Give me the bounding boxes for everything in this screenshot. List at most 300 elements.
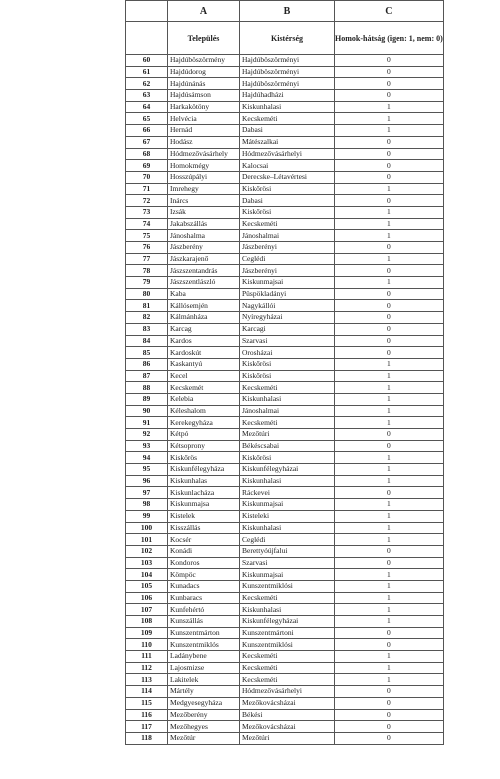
town-cell: Hajdúdorog — [168, 66, 240, 78]
row-number: 83 — [126, 323, 168, 335]
row-number: 114 — [126, 686, 168, 698]
row-number: 67 — [126, 136, 168, 148]
flag-cell: 0 — [335, 300, 444, 312]
region-cell: Kiskunmajsai — [240, 569, 335, 581]
table-row — [126, 300, 444, 312]
flag-cell: 1 — [335, 651, 444, 663]
town-cell: Kiskunhalas — [168, 475, 240, 487]
flag-cell: 1 — [335, 464, 444, 476]
flag-cell: 1 — [335, 534, 444, 546]
flag-cell: 0 — [335, 335, 444, 347]
town-cell: Kiskőrös — [168, 452, 240, 464]
table-row — [126, 288, 444, 300]
region-cell: Berettyóújfalui — [240, 545, 335, 557]
row-number: 80 — [126, 288, 168, 300]
region-cell: Kiskunhalasi — [240, 475, 335, 487]
flag-cell: 0 — [335, 90, 444, 102]
region-cell: Kisteleki — [240, 510, 335, 522]
region-cell: Kecskeméti — [240, 651, 335, 663]
table-row — [126, 393, 444, 405]
table-row — [126, 183, 444, 195]
region-cell: Kecskeméti — [240, 218, 335, 230]
table-row — [126, 499, 444, 511]
table-row — [126, 440, 444, 452]
region-cell: Kecskeméti — [240, 592, 335, 604]
region-cell: Kalocsai — [240, 160, 335, 172]
table-row — [126, 242, 444, 254]
region-cell: Kecskeméti — [240, 113, 335, 125]
region-cell: Kiskunfélegyházai — [240, 464, 335, 476]
region-cell: Kunszentmártoni — [240, 627, 335, 639]
settlement-table — [125, 0, 444, 745]
town-cell: Konádi — [168, 545, 240, 557]
region-cell: Mezőtúri — [240, 429, 335, 441]
region-cell: Kunszentmiklósi — [240, 580, 335, 592]
row-number: 86 — [126, 358, 168, 370]
town-cell: Hosszúpályi — [168, 171, 240, 183]
row-number: 118 — [126, 732, 168, 744]
row-number: 88 — [126, 382, 168, 394]
flag-cell: 1 — [335, 370, 444, 382]
town-cell: Kunfehértó — [168, 604, 240, 616]
flag-cell: 1 — [335, 206, 444, 218]
flag-cell: 0 — [335, 78, 444, 90]
flag-cell: 0 — [335, 195, 444, 207]
row-number: 111 — [126, 651, 168, 663]
town-cell: Hajdúnánás — [168, 78, 240, 90]
row-number: 101 — [126, 534, 168, 546]
region-cell: Békési — [240, 709, 335, 721]
table-row — [126, 732, 444, 744]
region-cell: Kecskeméti — [240, 417, 335, 429]
row-number: 87 — [126, 370, 168, 382]
header-row — [126, 22, 444, 55]
flag-cell: 0 — [335, 686, 444, 698]
town-cell: Jászszentlászló — [168, 277, 240, 289]
town-cell: Kunszállás — [168, 616, 240, 628]
flag-header: Homok-hátság (igen: 1, nem: 0) — [335, 22, 444, 55]
region-cell: Hajdúhadházi — [240, 90, 335, 102]
region-cell: Nagykállói — [240, 300, 335, 312]
town-cell: Kéleshalom — [168, 405, 240, 417]
flag-cell: 0 — [335, 545, 444, 557]
flag-cell: 0 — [335, 312, 444, 324]
row-number: 66 — [126, 125, 168, 137]
flag-cell: 1 — [335, 510, 444, 522]
row-number: 71 — [126, 183, 168, 195]
region-cell: Ceglédi — [240, 253, 335, 265]
region-cell: Mátészalkai — [240, 136, 335, 148]
row-number: 61 — [126, 66, 168, 78]
flag-cell: 0 — [335, 171, 444, 183]
table-row — [126, 557, 444, 569]
flag-cell: 1 — [335, 230, 444, 242]
town-cell: Hernád — [168, 125, 240, 137]
region-cell: Dabasi — [240, 125, 335, 137]
table-row — [126, 66, 444, 78]
index-header — [126, 22, 168, 55]
row-number: 78 — [126, 265, 168, 277]
town-cell: Jakabszállás — [168, 218, 240, 230]
flag-cell: 1 — [335, 452, 444, 464]
row-number: 116 — [126, 709, 168, 721]
table-row — [126, 627, 444, 639]
row-number: 108 — [126, 616, 168, 628]
town-cell: Kardoskút — [168, 347, 240, 359]
flag-cell: 1 — [335, 475, 444, 487]
region-cell: Kiskunhalasi — [240, 101, 335, 113]
town-cell: Mártély — [168, 686, 240, 698]
region-cell: Hódmezővásárhelyi — [240, 148, 335, 160]
table-row — [126, 218, 444, 230]
region-cell: Kiskőrösi — [240, 358, 335, 370]
region-cell: Jászberényi — [240, 265, 335, 277]
town-cell: Kömpöc — [168, 569, 240, 581]
table-row — [126, 136, 444, 148]
flag-cell: 0 — [335, 487, 444, 499]
table-row — [126, 522, 444, 534]
table-row — [126, 277, 444, 289]
region-cell: Mezőkovácsházai — [240, 697, 335, 709]
town-cell: Jászkarajenő — [168, 253, 240, 265]
row-number: 77 — [126, 253, 168, 265]
region-cell: Békéscsabai — [240, 440, 335, 452]
row-number: 117 — [126, 721, 168, 733]
column-letter-row — [126, 1, 444, 22]
town-cell: Kecel — [168, 370, 240, 382]
row-number: 110 — [126, 639, 168, 651]
region-cell: Kecskeméti — [240, 674, 335, 686]
town-cell: Homokmégy — [168, 160, 240, 172]
town-cell: Kiskunlacháza — [168, 487, 240, 499]
row-number: 82 — [126, 312, 168, 324]
row-number: 84 — [126, 335, 168, 347]
row-number: 112 — [126, 662, 168, 674]
row-number: 98 — [126, 499, 168, 511]
region-cell: Kiskőrösi — [240, 206, 335, 218]
flag-cell: 1 — [335, 662, 444, 674]
table-row — [126, 604, 444, 616]
table-row — [126, 580, 444, 592]
town-cell: Kunszentmárton — [168, 627, 240, 639]
town-cell: Mezőtúr — [168, 732, 240, 744]
row-number: 75 — [126, 230, 168, 242]
flag-cell: 0 — [335, 288, 444, 300]
town-cell: Hajdúsámson — [168, 90, 240, 102]
region-cell: Jánoshalmai — [240, 230, 335, 242]
flag-cell: 1 — [335, 113, 444, 125]
flag-cell: 1 — [335, 382, 444, 394]
region-cell: Orosházai — [240, 347, 335, 359]
row-number: 99 — [126, 510, 168, 522]
town-cell: Kaskantyú — [168, 358, 240, 370]
row-number: 89 — [126, 393, 168, 405]
region-cell: Kiskunfélegyházai — [240, 616, 335, 628]
region-cell: Karcagi — [240, 323, 335, 335]
town-cell: Kisszállás — [168, 522, 240, 534]
row-number: 91 — [126, 417, 168, 429]
town-cell: Izsák — [168, 206, 240, 218]
town-cell: Kecskemét — [168, 382, 240, 394]
column-letter-b: B — [240, 1, 335, 22]
row-number: 90 — [126, 405, 168, 417]
region-cell: Hódmezővásárhelyi — [240, 686, 335, 698]
table-row — [126, 709, 444, 721]
town-cell: Kaba — [168, 288, 240, 300]
town-cell: Kunadacs — [168, 580, 240, 592]
town-cell: Kondoros — [168, 557, 240, 569]
town-cell: Hodász — [168, 136, 240, 148]
table-row — [126, 686, 444, 698]
row-number: 97 — [126, 487, 168, 499]
region-cell: Hajdúböszörményi — [240, 55, 335, 67]
region-cell: Mezőkovácsházai — [240, 721, 335, 733]
row-number: 64 — [126, 101, 168, 113]
region-cell: Ráckevei — [240, 487, 335, 499]
flag-cell: 1 — [335, 218, 444, 230]
row-number: 115 — [126, 697, 168, 709]
flag-cell: 0 — [335, 557, 444, 569]
table-row — [126, 487, 444, 499]
table-row — [126, 616, 444, 628]
flag-cell: 0 — [335, 721, 444, 733]
table-row — [126, 55, 444, 67]
flag-cell: 1 — [335, 125, 444, 137]
row-number: 96 — [126, 475, 168, 487]
flag-cell: 0 — [335, 265, 444, 277]
row-number: 69 — [126, 160, 168, 172]
region-cell: Kunszentmiklósi — [240, 639, 335, 651]
table-row — [126, 230, 444, 242]
town-cell: Harkakötöny — [168, 101, 240, 113]
table-row — [126, 125, 444, 137]
table-row — [126, 312, 444, 324]
row-number: 72 — [126, 195, 168, 207]
flag-cell: 0 — [335, 55, 444, 67]
flag-cell: 0 — [335, 136, 444, 148]
flag-cell: 1 — [335, 253, 444, 265]
row-number: 105 — [126, 580, 168, 592]
town-cell: Kardos — [168, 335, 240, 347]
town-cell: Helvécia — [168, 113, 240, 125]
table-row — [126, 721, 444, 733]
town-cell: Kocsér — [168, 534, 240, 546]
table-row — [126, 475, 444, 487]
town-cell: Kunbaracs — [168, 592, 240, 604]
table-row — [126, 323, 444, 335]
town-cell: Kiskunfélegyháza — [168, 464, 240, 476]
table-row — [126, 370, 444, 382]
table-row — [126, 171, 444, 183]
row-number: 68 — [126, 148, 168, 160]
town-cell: Imrehegy — [168, 183, 240, 195]
row-number: 102 — [126, 545, 168, 557]
region-cell: Kiskőrösi — [240, 370, 335, 382]
region-cell: Hajdúböszörményi — [240, 66, 335, 78]
table-row — [126, 382, 444, 394]
town-cell: Kálmánháza — [168, 312, 240, 324]
table-row — [126, 429, 444, 441]
flag-cell: 1 — [335, 522, 444, 534]
region-cell: Kiskunmajsai — [240, 499, 335, 511]
table-row — [126, 405, 444, 417]
table-row — [126, 651, 444, 663]
flag-cell: 0 — [335, 148, 444, 160]
region-cell: Kiskőrösi — [240, 452, 335, 464]
town-cell: Lakitelek — [168, 674, 240, 686]
table-row — [126, 697, 444, 709]
flag-cell: 0 — [335, 440, 444, 452]
table-row — [126, 347, 444, 359]
town-cell: Jászberény — [168, 242, 240, 254]
table-row — [126, 674, 444, 686]
region-cell: Jászberényi — [240, 242, 335, 254]
table-row — [126, 148, 444, 160]
row-number: 85 — [126, 347, 168, 359]
flag-cell: 0 — [335, 429, 444, 441]
town-cell: Jánoshalma — [168, 230, 240, 242]
table-row — [126, 592, 444, 604]
flag-cell: 0 — [335, 697, 444, 709]
row-number: 60 — [126, 55, 168, 67]
table-row — [126, 510, 444, 522]
flag-cell: 1 — [335, 183, 444, 195]
row-number: 107 — [126, 604, 168, 616]
flag-cell: 0 — [335, 323, 444, 335]
town-cell: Mezőhegyes — [168, 721, 240, 733]
town-cell: Medgyesegyháza — [168, 697, 240, 709]
row-number: 113 — [126, 674, 168, 686]
table-row — [126, 90, 444, 102]
region-cell: Kecskeméti — [240, 382, 335, 394]
region-cell: Kecskeméti — [240, 662, 335, 674]
region-cell: Dabasi — [240, 195, 335, 207]
table-row — [126, 534, 444, 546]
flag-cell: 1 — [335, 405, 444, 417]
region-cell: Kiskunhalasi — [240, 604, 335, 616]
table-row — [126, 335, 444, 347]
region-cell: Kiskunhalasi — [240, 522, 335, 534]
flag-cell: 0 — [335, 639, 444, 651]
row-number: 76 — [126, 242, 168, 254]
table-row — [126, 113, 444, 125]
table-row — [126, 253, 444, 265]
table-row — [126, 452, 444, 464]
row-number: 70 — [126, 171, 168, 183]
flag-cell: 1 — [335, 604, 444, 616]
town-cell: Kállósemjén — [168, 300, 240, 312]
region-cell: Kiskunhalasi — [240, 393, 335, 405]
region-cell: Hajdúböszörményi — [240, 78, 335, 90]
region-cell: Derecske–Létavértesi — [240, 171, 335, 183]
table-row — [126, 358, 444, 370]
flag-cell: 1 — [335, 592, 444, 604]
town-cell: Jászszentandrás — [168, 265, 240, 277]
corner-cell — [126, 1, 168, 22]
table-row — [126, 662, 444, 674]
row-number: 109 — [126, 627, 168, 639]
row-number: 106 — [126, 592, 168, 604]
row-number: 104 — [126, 569, 168, 581]
town-cell: Hajdúböszörmény — [168, 55, 240, 67]
region-cell: Kiskunmajsai — [240, 277, 335, 289]
row-number: 62 — [126, 78, 168, 90]
table-row — [126, 78, 444, 90]
table-row — [126, 639, 444, 651]
flag-cell: 1 — [335, 499, 444, 511]
flag-cell: 0 — [335, 709, 444, 721]
flag-cell: 1 — [335, 417, 444, 429]
row-number: 92 — [126, 429, 168, 441]
region-cell: Kiskőrösi — [240, 183, 335, 195]
flag-cell: 1 — [335, 277, 444, 289]
region-cell: Szarvasi — [240, 557, 335, 569]
row-number: 95 — [126, 464, 168, 476]
town-cell: Karcag — [168, 323, 240, 335]
town-cell: Lajosmizse — [168, 662, 240, 674]
town-cell: Kétsoprony — [168, 440, 240, 452]
flag-cell: 1 — [335, 569, 444, 581]
table-row — [126, 101, 444, 113]
table-row — [126, 545, 444, 557]
table-row — [126, 265, 444, 277]
flag-cell: 0 — [335, 160, 444, 172]
flag-cell: 1 — [335, 358, 444, 370]
region-cell: Szarvasi — [240, 335, 335, 347]
flag-cell: 1 — [335, 674, 444, 686]
row-number: 100 — [126, 522, 168, 534]
row-number: 63 — [126, 90, 168, 102]
table-row — [126, 195, 444, 207]
town-cell: Mezőberény — [168, 709, 240, 721]
region-cell: Jánoshalmai — [240, 405, 335, 417]
region-cell: Ceglédi — [240, 534, 335, 546]
flag-cell: 0 — [335, 347, 444, 359]
row-number: 79 — [126, 277, 168, 289]
column-letter-c: C — [335, 1, 444, 22]
region-cell: Mezőtúri — [240, 732, 335, 744]
table-row — [126, 417, 444, 429]
town-cell: Inárcs — [168, 195, 240, 207]
flag-cell: 1 — [335, 616, 444, 628]
flag-cell: 0 — [335, 732, 444, 744]
town-cell: Kiskunmajsa — [168, 499, 240, 511]
row-number: 81 — [126, 300, 168, 312]
town-cell: Kerekegyháza — [168, 417, 240, 429]
table-row — [126, 569, 444, 581]
row-number: 73 — [126, 206, 168, 218]
region-cell: Püspökladányi — [240, 288, 335, 300]
flag-cell: 1 — [335, 101, 444, 113]
town-cell: Kunszentmiklós — [168, 639, 240, 651]
row-number: 93 — [126, 440, 168, 452]
flag-cell: 0 — [335, 627, 444, 639]
column-letter-a: A — [168, 1, 240, 22]
town-cell: Hódmezővásárhely — [168, 148, 240, 160]
flag-cell: 0 — [335, 242, 444, 254]
flag-cell: 0 — [335, 66, 444, 78]
row-number: 65 — [126, 113, 168, 125]
flag-cell: 1 — [335, 393, 444, 405]
row-number: 94 — [126, 452, 168, 464]
table-row — [126, 464, 444, 476]
table-row — [126, 206, 444, 218]
flag-cell: 1 — [335, 580, 444, 592]
town-cell: Kelebia — [168, 393, 240, 405]
region-cell: Nyíregyházai — [240, 312, 335, 324]
row-number: 103 — [126, 557, 168, 569]
row-number: 74 — [126, 218, 168, 230]
